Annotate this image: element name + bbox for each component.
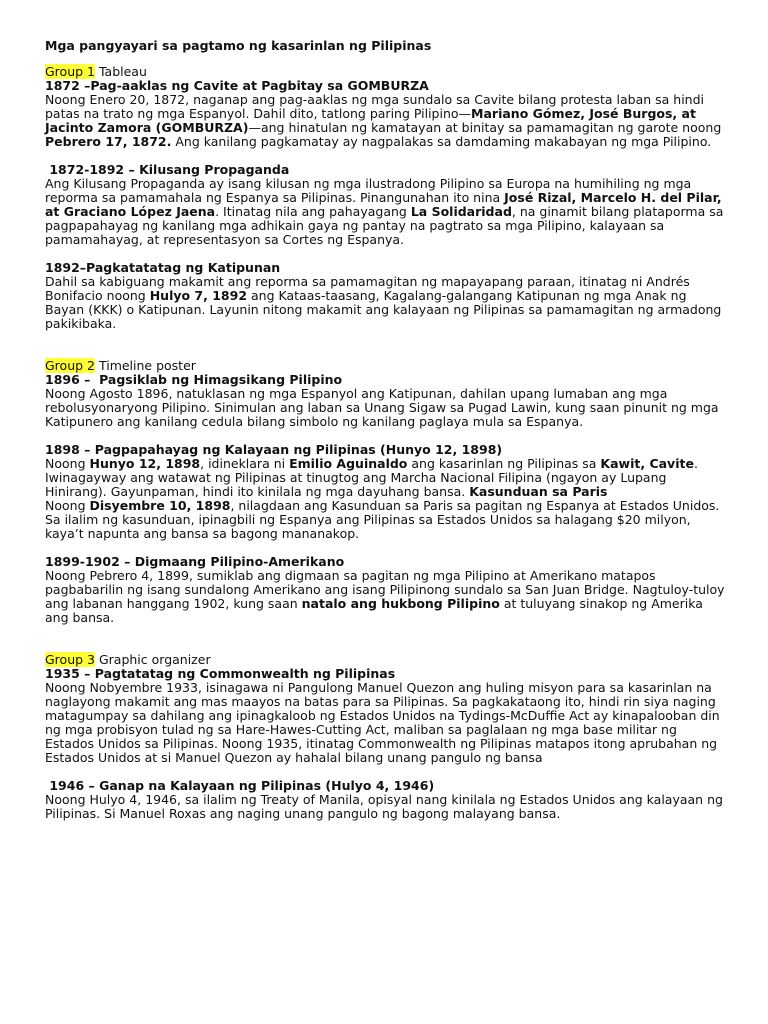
- section-kalayaan-1898: [45, 443, 725, 541]
- section-heading: 1935 – Pagtatatag ng Commonwealth ng Pilipinas: [45, 666, 396, 681]
- section-heading: 1899-1902 – Digmaang Pilipino-Amerikano: [45, 554, 345, 569]
- group-header: [45, 359, 725, 373]
- section-paragraph: Ang Kilusang Propaganda ay isang kilusan ng mga ilustradong Pilipino sa Europa na humihiling ng mga reporma sa pamamahala ng Espanya sa Pilipinas. Pinangunahan ito nina José Rizal, Marcelo H. del Pilar, at Graciano López Jaena. Itinatag nila ang pahayagang La Solidaridad, na ginamit bilang plataporma sa pagpapahayag ng kanilang mga adhikain gaya ng pantay na pagtrato sa mga Pilipino, kalayaan sa pamamahayag, at representasyon sa Cortes ng Espanya.: [45, 176, 724, 247]
- section-paragraph: Noong Agosto 1896, natuklasan ng mga Espanyol ang Katipunan, dahilan upang lumaban ang mga rebolusyonaryong Pilipino. Sinimulan ang laban sa Unang Sigaw sa Pugad Lawin, kung saan pinunit ng mga Katipunero ang kanilang cedula bilang simbolo ng kanilang paglaya mula sa Espanya.: [45, 386, 719, 429]
- section-heading: 1872-1892 – Kilusang Propaganda: [45, 162, 290, 177]
- section-heading: 1896 – Pagsiklab ng Himagsikang Pilipino: [45, 372, 343, 387]
- section-heading: 1946 – Ganap na Kalayaan ng Pilipinas (Hulyo 4, 1946): [45, 778, 435, 793]
- group-1: [45, 65, 725, 331]
- section-himagsikan: [45, 373, 725, 429]
- document-title: Mga pangyayari sa pagtamo ng kasarinlan ng Pilipinas: [45, 38, 432, 53]
- section-commonwealth: [45, 667, 725, 765]
- section-heading: 1898 – Pagpapahayag ng Kalayaan ng Pilipinas (Hunyo 12, 1898): [45, 442, 503, 457]
- group-label-highlight: Group 3: [45, 652, 95, 667]
- group-header: [45, 653, 725, 667]
- section-ganap-na-kalayaan: [45, 779, 725, 821]
- section-kilusang-propaganda: [45, 163, 725, 247]
- section-heading: 1872 –Pag-aaklas ng Cavite at Pagbitay sa GOMBURZA: [45, 78, 429, 93]
- group-2: [45, 359, 725, 625]
- group-activity: Graphic organizer: [98, 652, 211, 667]
- section-paragraph: Dahil sa kabiguang makamit ang reporma sa pamamagitan ng mapayapang paraan, itinatag ni Andrés Bonifacio noong Hulyo 7, 1892 ang Kataas-taasang, Kagalang-galangang Katipunan ng mga Anak ng Bayan (KKK) o Katipunan. Layunin nitong makamit ang kalayaan ng Pilipinas sa pamamagitan ng armadong pakikibaka.: [45, 274, 722, 331]
- document-body: [45, 39, 725, 835]
- section-paragraph: Noong Hunyo 12, 1898, idineklara ni Emilio Aguinaldo ang kasarinlan ng Pilipinas sa Kawit, Cavite. Iwinagayway ang watawat ng Pilipinas at tinugtog ang Marcha Nacional Filipina (ngayon ay Lupang Hinirang). Gayunpaman, hindi ito kinilala ng mga dayuhang bansa. Kasunduan sa Paris Noong Disyembre 10, 1898, nilagdaan ang Kasunduan sa Paris sa pagitan ng Espanya at Estados Unidos. Sa ilalim ng kasunduan, ipinagbili ng Espanya ang Pilipinas sa Estados Unidos sa halagang $20 milyon, kaya’t napunta ang bansa sa bagong mananakop.: [45, 456, 720, 541]
- group-label-highlight: Group 1: [45, 64, 95, 79]
- group-header: [45, 65, 725, 79]
- section-paragraph: Noong Pebrero 4, 1899, sumiklab ang digmaan sa pagitan ng mga Pilipino at Amerikano matapos pagbabarilin ng isang sundalong Amerikano ang isang Pilipinong sundalo sa San Juan Bridge. Nagtuloy-tuloy ang labanan hanggang 1902, kung saan natalo ang hukbong Pilipino at tuluyang sinakop ng Amerika ang bansa.: [45, 568, 725, 625]
- section-1872-gomburza: [45, 79, 725, 149]
- section-paragraph: Noong Nobyembre 1933, isinagawa ni Pangulong Manuel Quezon ang huling misyon para sa kasarinlan na naglayong makamit ang mas maayos na batas para sa Pilipinas. Sa pagkakataong ito, hindi rin siya naging matagumpay sa dahilang ang ipinagkaloob ng Estados Unidos na Tydings-McDuffie Act ay kinapalooban din ng mga probisyon tulad ng sa Hare-Hawes-Cutting Act, maliban sa paglalaan ng mga base militar ng Estados Unidos sa Pilipinas. Noong 1935, itinatag Commonwealth ng Pilipinas matapos itong aprubahan ng Estados Unidos at si Manuel Quezon ay hahalal bilang unang pangulo ng bansa: [45, 680, 720, 765]
- section-paragraph: Noong Hulyo 4, 1946, sa ilalim ng Treaty of Manila, opisyal nang kinilala ng Estados Unidos ang kalayaan ng Pilipinas. Si Manuel Roxas ang naging unang pangulo ng bagong malayang bansa.: [45, 792, 723, 821]
- section-digmaang-pilipino-amerikano: [45, 555, 725, 625]
- group-activity: Timeline poster: [98, 358, 196, 373]
- group-label-highlight: Group 2: [45, 358, 95, 373]
- group-3: [45, 653, 725, 821]
- section-paragraph: Noong Enero 20, 1872, naganap ang pag-aaklas ng mga sundalo sa Cavite bilang protesta laban sa hindi patas na trato ng mga Espanyol. Dahil dito, tatlong paring Pilipino—Mariano Gómez, José Burgos, at Jacinto Zamora (GOMBURZA)—ang hinatulan ng kamatayan at binitay sa pamamagitan ng garote noong Pebrero 17, 1872. Ang kanilang pagkamatay ay nagpalakas sa damdaming makabayan ng mga Pilipino.: [45, 92, 722, 149]
- group-activity: Tableau: [98, 64, 147, 79]
- section-katipunan: [45, 261, 725, 331]
- section-heading: 1892–Pagkatatatag ng Katipunan: [45, 260, 281, 275]
